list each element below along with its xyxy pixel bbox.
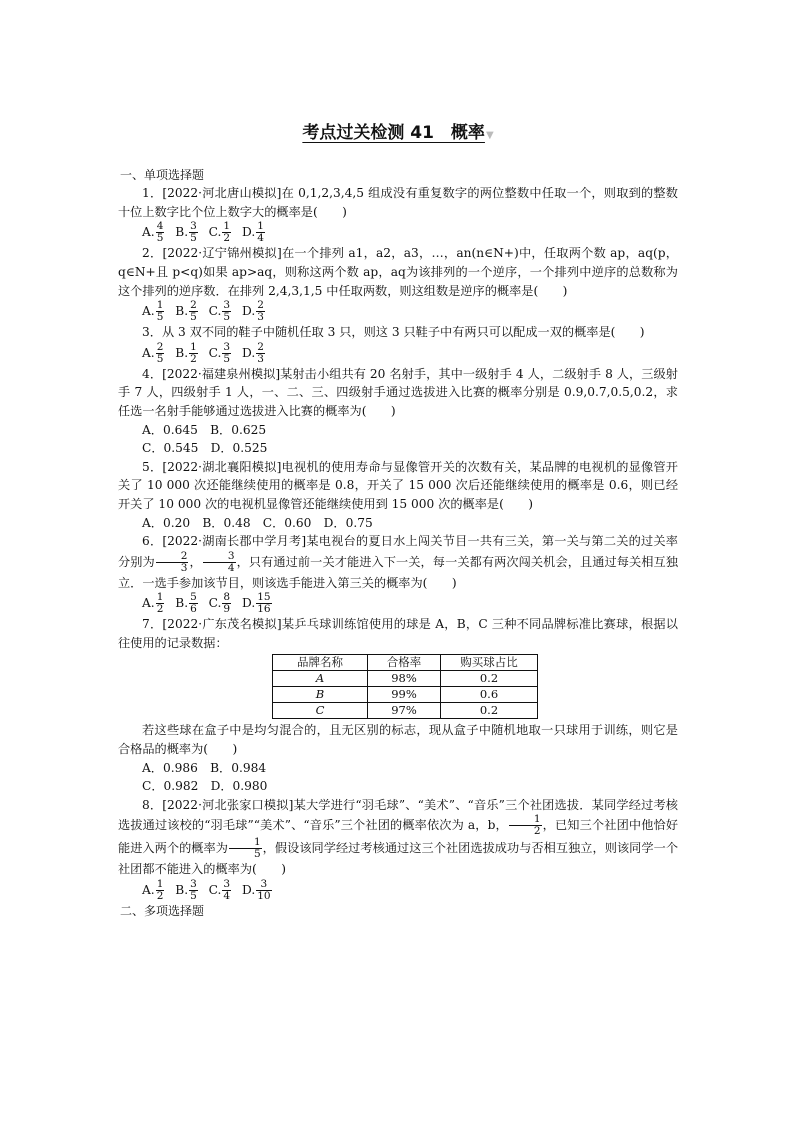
question-8-options [142, 879, 678, 902]
fraction: $\frac{1}{5}$ [229, 837, 262, 860]
brand-table [272, 654, 538, 719]
option-a: A. $\frac{1}{2}$ [142, 878, 164, 903]
question-3: 3．从 3 双不同的鞋子中随机任取 3 只，则这 3 只鞋子中有两只可以配成一双的概率是( ) [142, 325, 645, 340]
table-cell: 0.2 [441, 703, 538, 719]
table-cell: A [273, 671, 368, 687]
question-3-options [142, 342, 678, 365]
option-a: A. $\frac{4}{5}$ [142, 220, 164, 245]
table-cell: 98% [368, 671, 441, 687]
option-a: A. $\frac{1}{2}$ [142, 591, 164, 616]
exam-page [118, 118, 678, 921]
question-2: 2．[2022·辽宁锦州模拟]在一个排列 a1，a2，a3，…，an(n∈N+)中，任取两个数 ap，aq(p，q∈N+且 p<q)如果 ap>aq，则称这两个数 ap，aq为该排列的一个逆序，一个排列中逆序的总数称为这个排列的逆序数．在排列 2,4,3,1,5 中任取两数，则这组数是逆序的概率是( ) [118, 246, 678, 298]
table-row [273, 703, 538, 719]
option-d: D. $\frac{1}{4}$ [241, 220, 264, 245]
option-c: C. $\frac{3}{4}$ [208, 878, 231, 903]
option-a: A. $\frac{1}{5}$ [142, 299, 164, 324]
table-cell: B [273, 687, 368, 703]
question-4: 4．[2022·福建泉州模拟]某射击小组共有 20 名射手，其中一级射手 4 人，二级射手 8 人，三级射手 7 人，四级射手 1 人，一、二、三、四级射手通过选拔进入比赛的概率分别是 0.9,0.7,0.5,0.2，求任选一名射手能够通过选拔进入比赛的概率为( ) [118, 366, 678, 418]
option-d: D. $\frac{2}{3}$ [241, 340, 264, 365]
option-d: D. $\frac{15}{16}$ [241, 591, 271, 616]
question-1: 1．[2022·河北唐山模拟]在 0,1,2,3,4,5 组成没有重复数字的两位整数中任取一个，则取到的整数十位上数字比个位上数字大的概率是( ) [118, 186, 678, 219]
table-cell: 0.2 [441, 671, 538, 687]
option-d: D. $\frac{2}{3}$ [241, 299, 264, 324]
option-b: B. $\frac{2}{5}$ [175, 299, 197, 324]
table-cell: C [273, 703, 368, 719]
table-cell: 0.6 [441, 687, 538, 703]
question-4-options-row1: A．0.645 B．0.625 [142, 422, 267, 437]
question-7-options-row2: C．0.982 D．0.980 [142, 779, 268, 794]
question-7: 7．[2022·广东茂名模拟]某乒乓球训练馆使用的球是 A，B，C 三种不同品牌标准比赛球，根据以往使用的记录数据： [118, 617, 678, 650]
option-c: C. $\frac{3}{5}$ [208, 340, 231, 365]
option-c: C. $\frac{1}{2}$ [208, 220, 231, 245]
option-b: B. $\frac{3}{5}$ [175, 220, 197, 245]
question-2-options [142, 300, 678, 323]
question-5: 5．[2022·湖北襄阳模拟]电视机的使用寿命与显像管开关的次数有关，某品牌的电视机的显像管开关了 10 000 次还能继续使用的概率是 0.8，开关了 15 000 次后还能继续使用的概率是 0.6，则已经开关了 10 000 次的电视机显像管还能继续使用到 15 000 次的概率是( ) [118, 459, 678, 511]
table-header: 品牌名称 [273, 655, 368, 671]
table-cell: 97% [368, 703, 441, 719]
fraction: $\frac{2}{3}$ [156, 551, 189, 574]
option-b: B. $\frac{1}{2}$ [175, 340, 197, 365]
fraction: $\frac{1}{2}$ [509, 814, 542, 837]
option-b: B. $\frac{5}{6}$ [175, 591, 197, 616]
question-6: 6．[2022·湖南长郡中学月考]某电视台的夏日水上闯关节目一共有三关，第一关与第二关的过关率分别为 $\frac{2}{3}$ ， $\frac{3}{4}$ ，只有通过前一关才能进入下一关，每一关都有两次闯关机会，且通过每关相互独立．一选手参加该节目，则该选手能进入第三关的概率为( ) [118, 534, 679, 590]
question-6-options [142, 592, 678, 615]
table-row [273, 687, 538, 703]
fraction: $\frac{3}{4}$ [203, 551, 236, 574]
section-multi-choice: 二、多项选择题 [120, 904, 205, 919]
page-title [118, 124, 678, 146]
question-7-continued: 若这些球在盒子中是均匀混合的，且无区别的标志，现从盒子中随机地取一只球用于训练，则它是合格品的概率为( ) [118, 723, 678, 757]
option-c: C. $\frac{8}{9}$ [208, 591, 231, 616]
option-c: C. $\frac{3}{5}$ [208, 299, 231, 324]
question-5-options: A．0.20 B．0.48 C．0.60 D．0.75 [142, 515, 373, 530]
title-text: 考点过关检测 41 概率 [302, 123, 485, 143]
question-7-options-row1: A．0.986 B．0.984 [142, 760, 267, 775]
table-header: 合格率 [368, 655, 441, 671]
table-header-row [273, 655, 538, 671]
option-d: D. $\frac{3}{10}$ [241, 878, 271, 903]
question-8: 8．[2022·河北张家口模拟]某大学进行“羽毛球”、“美术”、“音乐”三个社团选拔．某同学经过考核选拔通过该校的“羽毛球”“美术”、“音乐”三个社团的概率依次为 a，b， $\frac{1}{2}$ ，已知三个社团中他恰好能进入两个的概率为 $\frac{1}{5}$ ，假设该同学经过考核通过这三个社团选拔成功与否相互独立，则该同学一个社团都不能进入的概率为( ) [118, 797, 679, 877]
option-b: B. $\frac{3}{5}$ [175, 878, 197, 903]
table-cell: 99% [368, 687, 441, 703]
table-header: 购买球占比 [441, 655, 538, 671]
section-single-choice: 一、单项选择题 [120, 167, 205, 182]
question-4-options-row2: C．0.545 D．0.525 [142, 441, 268, 456]
option-a: A. $\frac{2}{5}$ [142, 340, 164, 365]
question-1-options [142, 221, 678, 244]
dropdown-triangle-icon: ▼ [485, 130, 494, 141]
table-row [273, 671, 538, 687]
